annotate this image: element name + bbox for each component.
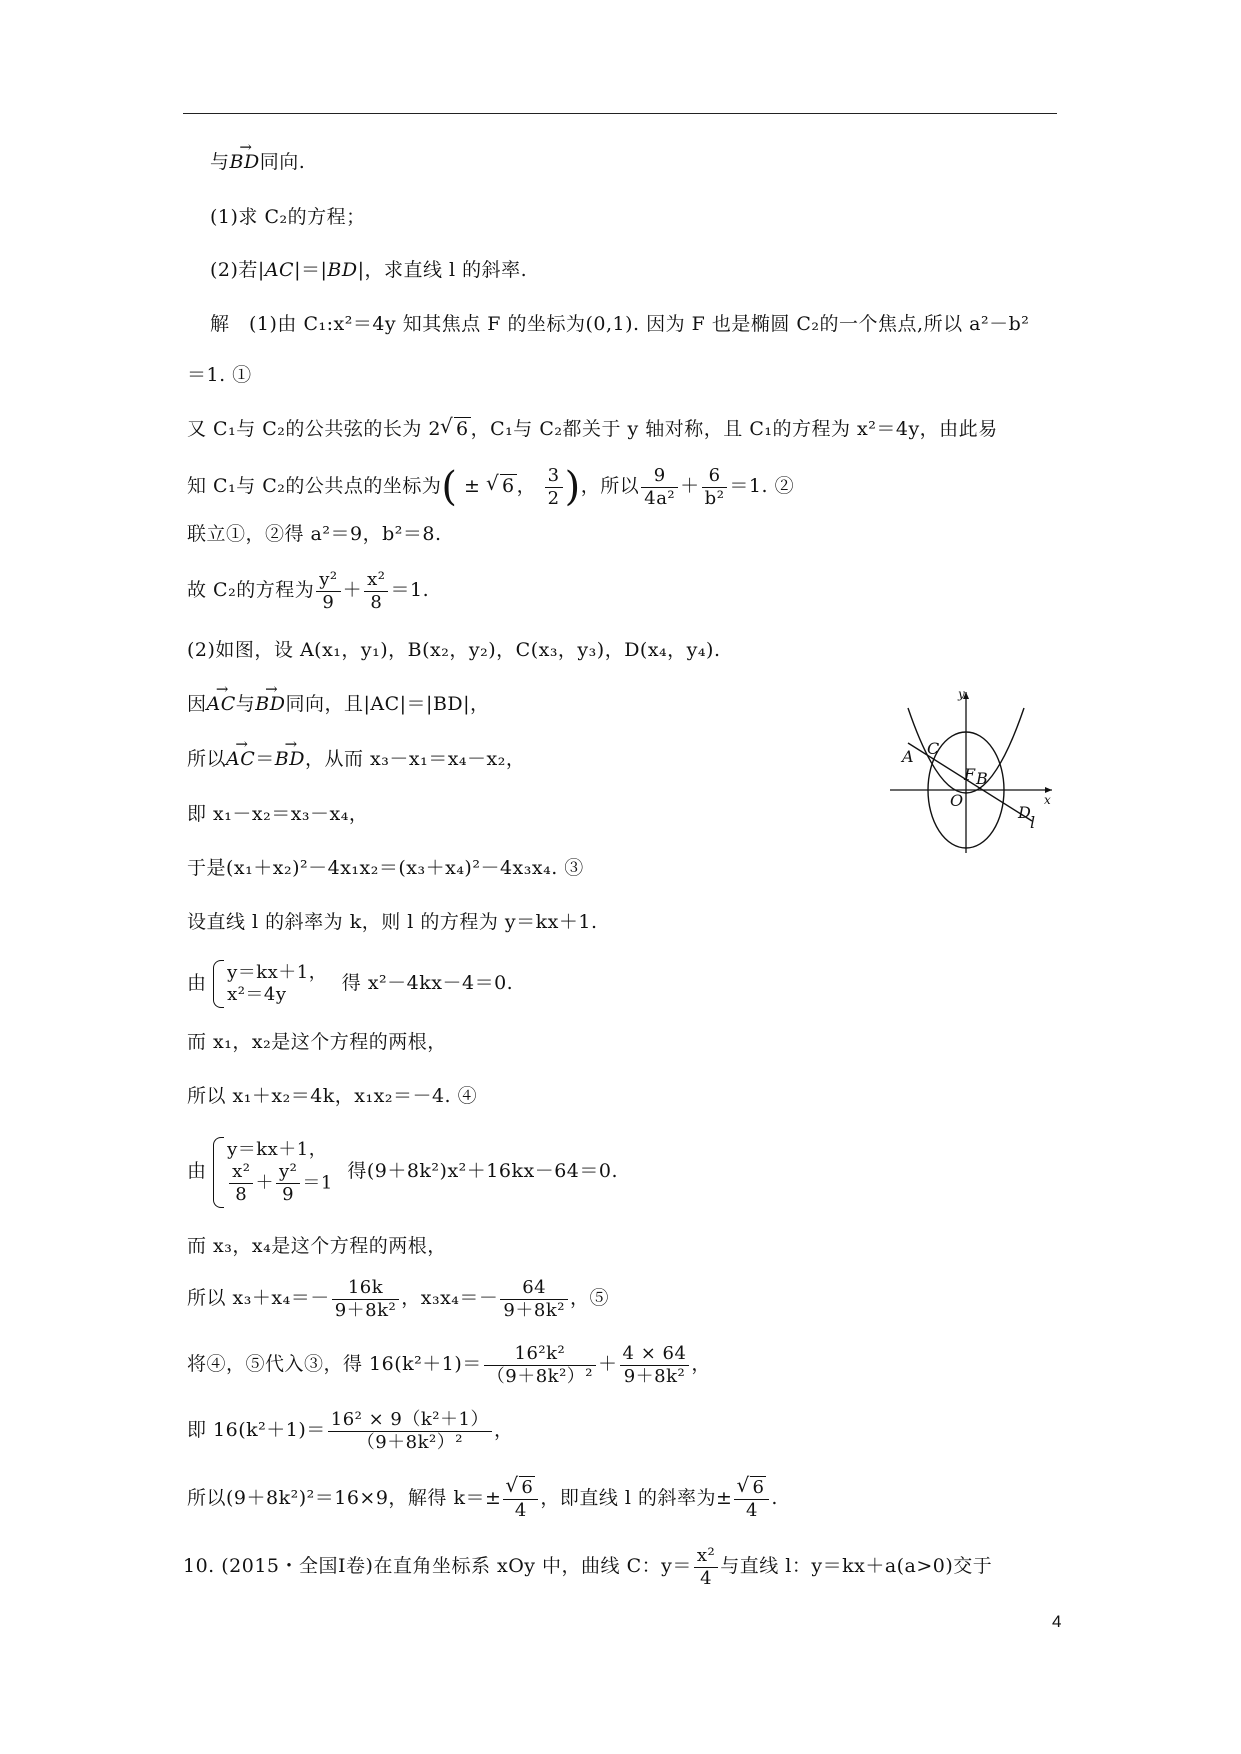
solution-line: 由 y＝kx＋1， x²＝4y 得 x²－4kx－4＝0. bbox=[187, 958, 513, 1008]
solution-line: 所以 x₃＋x₄＝－ $\frac{16k}{\text{9＋8k²}}$ ，x₃x₄＝－ $\frac{64}{\text{9＋8k²}}$ ，⑤ bbox=[187, 1276, 609, 1321]
text-line: 与→ BD同向. bbox=[210, 150, 305, 174]
solution-line: 由 y＝kx＋1， $\frac{\text{x²}}{8}$ ＋ $\frac{\text{y²}}{9}$ ＝1 得(9＋8k²)x²＋16kx－64＝0. bbox=[187, 1126, 618, 1216]
solution-line: 所以 x₁＋x₂＝4k，x₁x₂＝－4. ④ bbox=[187, 1085, 478, 1107]
label-y: y bbox=[958, 688, 965, 701]
label-o: O bbox=[950, 791, 964, 810]
solution-line: 而 x₃，x₄是这个方程的两根， bbox=[187, 1235, 447, 1257]
solution-line: 联立①，②得 a²＝9，b²＝8. bbox=[187, 523, 442, 545]
label-b: B bbox=[976, 769, 988, 788]
solution-line: 设直线 l 的斜率为 k，则 l 的方程为 y＝kx＋1. bbox=[187, 911, 598, 933]
solution-line: 知 C₁与 C₂的公共点的坐标为( ± √ 6 ， $\frac{3}{2}$ )，所以 $\frac{9}{\text{4a²}}$ ＋ $\frac{6}{\text{b²}}$ ＝1. ② bbox=[187, 462, 794, 510]
label-d: D bbox=[1018, 803, 1031, 822]
ellipse-parabola-figure bbox=[880, 688, 1060, 858]
solution-line: (2)如图，设 A(x₁，y₁)，B(x₂，y₂)，C(x₃，y₃)，D(x₄，y₄). bbox=[187, 639, 721, 661]
vector-bd: → BD bbox=[230, 150, 260, 174]
solution-line: 因→ AC与→ BD同向，且|AC|＝|BD|， bbox=[187, 692, 490, 716]
header-rule bbox=[183, 113, 1057, 114]
solution-line: 所以(9＋8k²)²＝16×9，解得 k＝± √ $\frac{6}{4}$ ，即直线 l 的斜率为± √ $\frac{6}{4}$ . bbox=[187, 1468, 778, 1528]
next-problem-line: 10. (2015・全国Ⅰ卷)在直角坐标系 xOy 中，曲线 C：y＝ $\frac{\text{x²}}{4}$ 与直线 l：y＝kx＋a(a>0)交于 bbox=[183, 1544, 993, 1589]
solution-line: 所以→ AC＝→ BD，从而 x₃－x₁＝x₄－x₂， bbox=[187, 747, 525, 771]
solution-line: 解 (1)由 C₁:x²＝4y 知其焦点 F 的坐标为(0,1). 因为 F 也是椭圆 C₂的一个焦点,所以 a²－b² bbox=[210, 313, 1030, 335]
solution-line: 将④，⑤代入③，得 16(k²＋1)＝ $\frac{\text{16²k²}}{\text{（9＋8k²）²}}$ ＋ $\frac{4 \times 64}{\text{9＋8k²}}$ ， bbox=[187, 1342, 711, 1387]
solution-line: 又 C₁与 C₂的公共弦的长为 2√ 6 ，C₁与 C₂都关于 y 轴对称，且 C₁的方程为 x²＝4y，由此易 bbox=[187, 417, 998, 441]
equation-system: y＝kx＋1， $\frac{\text{x²}}{8}$ ＋ $\frac{\text{y²}}{9}$ ＝1 bbox=[213, 1139, 333, 1206]
solution-line: 即 16(k²＋1)＝ $\frac{\text{16² × 9（k²＋1）}}{\text{（9＋8k²）²}}$ ， bbox=[187, 1408, 514, 1453]
equation-system: y＝kx＋1， x²＝4y bbox=[213, 962, 327, 1006]
label-x: x bbox=[1044, 793, 1051, 807]
solution-line: 而 x₁，x₂是这个方程的两根， bbox=[187, 1031, 447, 1053]
label-f: F bbox=[964, 765, 976, 784]
page-number: 4 bbox=[1052, 1612, 1062, 1631]
solution-line: ＝1. ① bbox=[187, 364, 252, 386]
solution-line: 于是(x₁＋x₂)²－4x₁x₂＝(x₃＋x₄)²－4x₃x₄. ③ bbox=[187, 857, 584, 879]
question-part-2: (2)若|AC|＝|BD|，求直线 l 的斜率. bbox=[210, 259, 528, 281]
label-l: l bbox=[1030, 813, 1036, 832]
solution-line: 即 x₁－x₂＝x₃－x₄， bbox=[187, 803, 369, 825]
label-c: C bbox=[927, 739, 940, 758]
question-part-1: (1)求 C₂的方程； bbox=[210, 206, 366, 228]
solution-line: 故 C₂的方程为 $\frac{\text{y²}}{9}$ ＋ $\frac{\text{x²}}{8}$ ＝1. bbox=[187, 568, 430, 613]
label-a: A bbox=[902, 747, 914, 766]
